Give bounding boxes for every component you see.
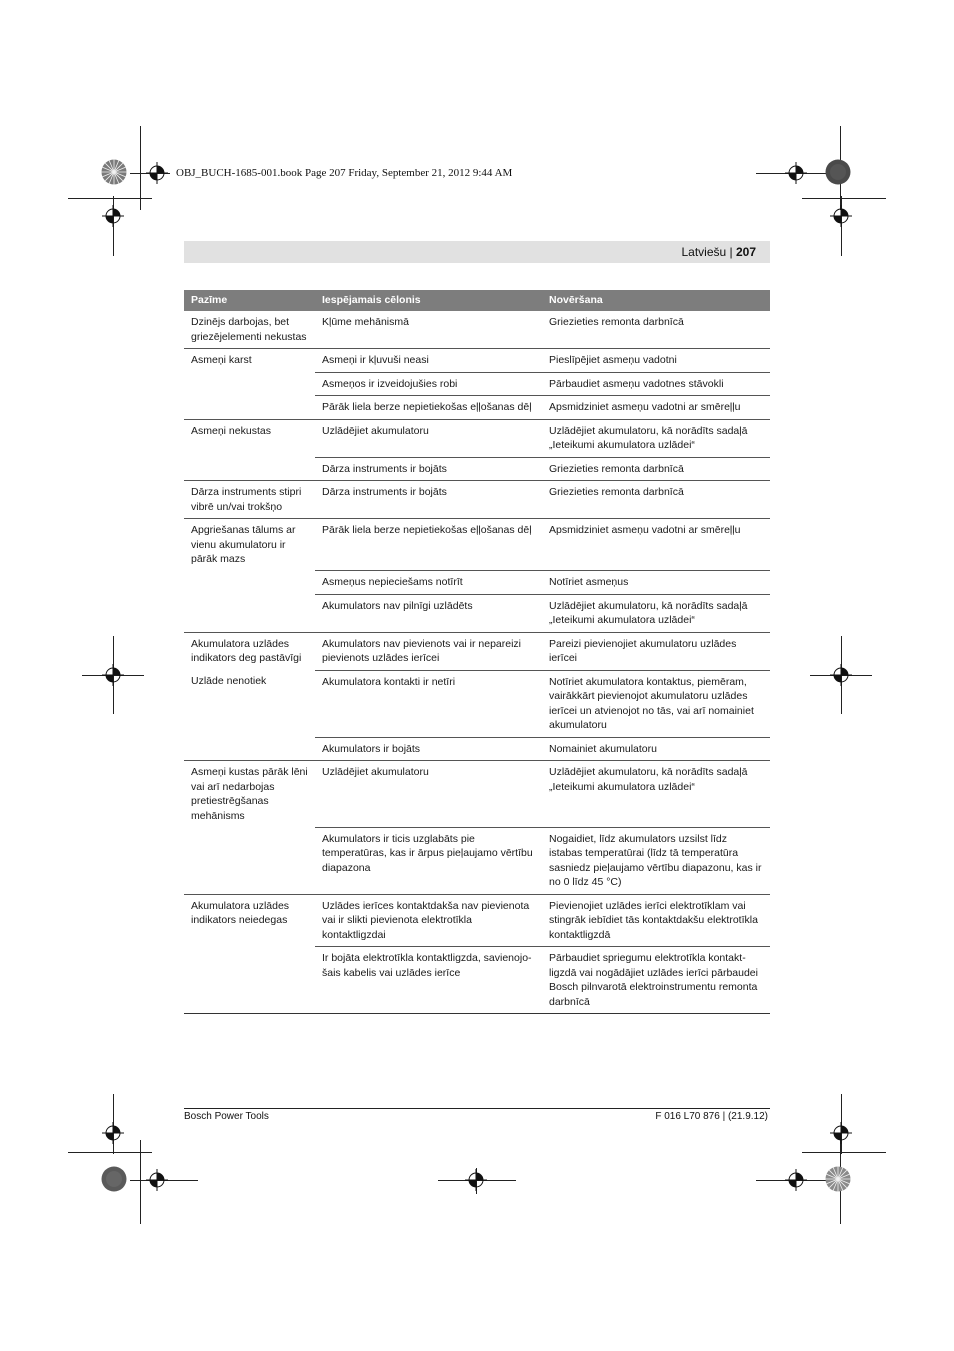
symptom-cell bbox=[184, 457, 315, 481]
remedy-cell: Pievienojiet uzlādes ierīci elektrotīklam vai stingrāk iebīdiet tās kontaktdakšu elektrotīkla kontaktligzdā bbox=[542, 894, 770, 947]
cause-cell: Akumulators ir ticis uzglabāts pie temperatūras, kas ir ārpus pieļaujamo vērtību diapazona bbox=[315, 827, 542, 894]
table-row bbox=[184, 481, 770, 519]
table-row bbox=[184, 396, 770, 420]
symptom-cell bbox=[184, 827, 315, 894]
cause-cell: Dārza instruments ir bojāts bbox=[315, 457, 542, 481]
table-row bbox=[184, 457, 770, 481]
registration-mark-icon bbox=[830, 1122, 852, 1144]
table-row bbox=[184, 372, 770, 396]
table-row bbox=[184, 519, 770, 571]
cause-cell: Uzlādējiet akumulatoru bbox=[315, 419, 542, 457]
table-row bbox=[184, 827, 770, 894]
remedy-cell: Griezieties remonta darbnīcā bbox=[542, 481, 770, 519]
page-label bbox=[681, 245, 756, 259]
table-row bbox=[184, 670, 770, 737]
gray-target-icon bbox=[101, 1166, 127, 1192]
table-row bbox=[184, 349, 770, 373]
table-row bbox=[184, 894, 770, 947]
crop-mark bbox=[802, 198, 886, 199]
footer-doc-code: F 016 L70 876 | (21.9.12) bbox=[655, 1111, 768, 1122]
table-row bbox=[184, 311, 770, 349]
page-number: 207 bbox=[735, 245, 756, 259]
gray-target-icon bbox=[825, 159, 851, 185]
table-header-row bbox=[184, 290, 770, 311]
table-row bbox=[184, 571, 770, 595]
symptom-cell: Asmeņi kustas pārāk lēni vai arī nedarbojas pretiestrēgšanas mehānisms bbox=[191, 766, 308, 822]
registration-mark-icon bbox=[465, 1169, 487, 1191]
registration-mark-icon bbox=[830, 664, 852, 686]
remedy-cell: Griezieties remonta darbnīcā bbox=[542, 457, 770, 481]
remedy-cell: Uzlādējiet akumulatoru, kā norādīts sadaļā „Ieteikumi akumulatora uzlādei“ bbox=[542, 761, 770, 828]
remedy-cell: Pareizi pievienojiet akumulatoru uzlādes ierīcei bbox=[542, 632, 770, 670]
remedy-cell: Notīriet akumulatora kontaktus, piemēram, vairākkārt pievienojot akumulatoru uzlādes ierīcei un atvienojot no tās, vai arī nomainiet akumulatoru bbox=[542, 670, 770, 737]
symptom-cell: Asmeņi karst bbox=[191, 354, 252, 366]
file-info: OBJ_BUCH-1685-001.book Page 207 Friday, September 21, 2012 9:44 AM bbox=[176, 167, 513, 179]
starburst-target-icon bbox=[101, 159, 127, 185]
remedy-cell: Nomainiet akumulatoru bbox=[542, 737, 770, 761]
cause-cell: Kļūme mehānismā bbox=[315, 311, 542, 349]
remedy-cell: Notīriet asmeņus bbox=[542, 571, 770, 595]
column-header-cause: Iespējamais cēlonis bbox=[315, 290, 542, 311]
symptom-cell: Akumulatora uzlādes indikators neiedegas bbox=[191, 899, 290, 926]
cause-cell: Asmeņi ir kļuvuši neasi bbox=[315, 349, 542, 373]
symptom-cell bbox=[184, 372, 315, 396]
registration-mark-icon bbox=[102, 205, 124, 227]
cause-cell: Pārāk liela berze nepietiekošas eļļošanas dēļ bbox=[315, 519, 542, 571]
cause-cell: Ir bojāta elektrotīkla kontaktligzda, savienojo-šais kabelis vai uzlādes ierīce bbox=[315, 947, 542, 1014]
remedy-cell: Pārbaudiet asmeņu vadotnes stāvokli bbox=[542, 372, 770, 396]
table-row bbox=[184, 761, 770, 828]
remedy-cell: Pārbaudiet spriegumu elektrotīkla kontakt-ligzdā vai nogādājiet uzlādes ierīci pārbaudei Bosch pilnvarotā elektroinstrumentu remonta darbnīcā bbox=[542, 947, 770, 1014]
symptom-cell bbox=[184, 571, 315, 595]
table-row bbox=[184, 594, 770, 632]
cause-cell: Akumulators ir bojāts bbox=[315, 737, 542, 761]
cause-cell: Asmeņus nepieciešams notīrīt bbox=[315, 571, 542, 595]
cause-cell: Akumulators nav pievienots vai ir nepareizi pievienots uzlādes ierīcei bbox=[315, 632, 542, 670]
cause-cell: Akumulators nav pilnīgi uzlādēts bbox=[315, 594, 542, 632]
crop-mark bbox=[68, 198, 152, 199]
troubleshooting-table bbox=[184, 290, 770, 1014]
registration-mark-icon bbox=[102, 1122, 124, 1144]
symptom-cell: Uzlāde nenotiek bbox=[191, 675, 267, 687]
crop-mark bbox=[68, 1152, 152, 1153]
symptom-cell: Dārza instruments stipri vibrē un/vai trokšņo bbox=[184, 481, 315, 519]
remedy-cell: Nogaidiet, līdz akumulators uzsilst līdz istabas temperatūrai (līdz tā temperatūra sasniedz pieļaujamo vērtību diapazonu, kas ir no 0 līdz 45 °C) bbox=[542, 827, 770, 894]
symptom-cell: Apgriešanas tālums ar vienu akumulatoru ir pārāk mazs bbox=[191, 524, 296, 565]
cause-cell: Asmeņos ir izveidojušies robi bbox=[315, 372, 542, 396]
cause-cell: Akumulatora kontakti ir netīri bbox=[315, 670, 542, 737]
symptom-cell bbox=[184, 947, 315, 1014]
registration-mark-icon bbox=[785, 1169, 807, 1191]
column-header-symptom: Pazīme bbox=[184, 290, 315, 311]
cause-cell: Dārza instruments ir bojāts bbox=[315, 481, 542, 519]
symptom-cell bbox=[184, 594, 315, 632]
page-header bbox=[184, 241, 770, 263]
registration-mark-icon bbox=[146, 1169, 168, 1191]
footer-brand: Bosch Power Tools bbox=[184, 1111, 269, 1122]
remedy-cell: Pieslīpējiet asmeņu vadotni bbox=[542, 349, 770, 373]
registration-mark-icon bbox=[785, 162, 807, 184]
remedy-cell: Apsmidziniet asmeņu vadotni ar smēreļļu bbox=[542, 396, 770, 420]
symptom-cell: Dzinējs darbojas, bet griezējelementi nekustas bbox=[184, 311, 315, 349]
table-row bbox=[184, 737, 770, 761]
language-label: Latviešu bbox=[681, 245, 727, 259]
remedy-cell: Uzlādējiet akumulatoru, kā norādīts sadaļā „Ieteikumi akumulatora uzlādei“ bbox=[542, 419, 770, 457]
remedy-cell: Uzlādējiet akumulatoru, kā norādīts sadaļā „Ieteikumi akumulatora uzlādei“ bbox=[542, 594, 770, 632]
footer-rule bbox=[184, 1108, 770, 1109]
table-row bbox=[184, 419, 770, 457]
table-row bbox=[184, 632, 770, 670]
cause-cell: Uzlādējiet akumulatoru bbox=[315, 761, 542, 828]
remedy-cell: Griezieties remonta darbnīcā bbox=[542, 311, 770, 349]
symptom-cell: Akumulatora uzlādes indikators deg pastāvīgi bbox=[191, 637, 302, 664]
registration-mark-icon bbox=[146, 162, 168, 184]
header-separator: | bbox=[726, 245, 736, 259]
symptom-cell bbox=[184, 737, 315, 761]
symptom-cell bbox=[184, 396, 315, 420]
remedy-cell: Apsmidziniet asmeņu vadotni ar smēreļļu bbox=[542, 519, 770, 571]
column-header-remedy: Novēršana bbox=[542, 290, 770, 311]
crop-mark bbox=[802, 1152, 886, 1153]
symptom-cell: Asmeņi nekustas bbox=[191, 424, 271, 437]
cause-cell: Uzlādes ierīces kontaktdakša nav pievienota vai ir slikti pievienota elektrotīkla kontaktligzdai bbox=[315, 894, 542, 947]
starburst-target-icon bbox=[825, 1166, 851, 1192]
cause-cell: Pārāk liela berze nepietiekošas eļļošanas dēļ bbox=[315, 396, 542, 420]
registration-mark-icon bbox=[830, 205, 852, 227]
table-row bbox=[184, 947, 770, 1014]
registration-mark-icon bbox=[102, 664, 124, 686]
